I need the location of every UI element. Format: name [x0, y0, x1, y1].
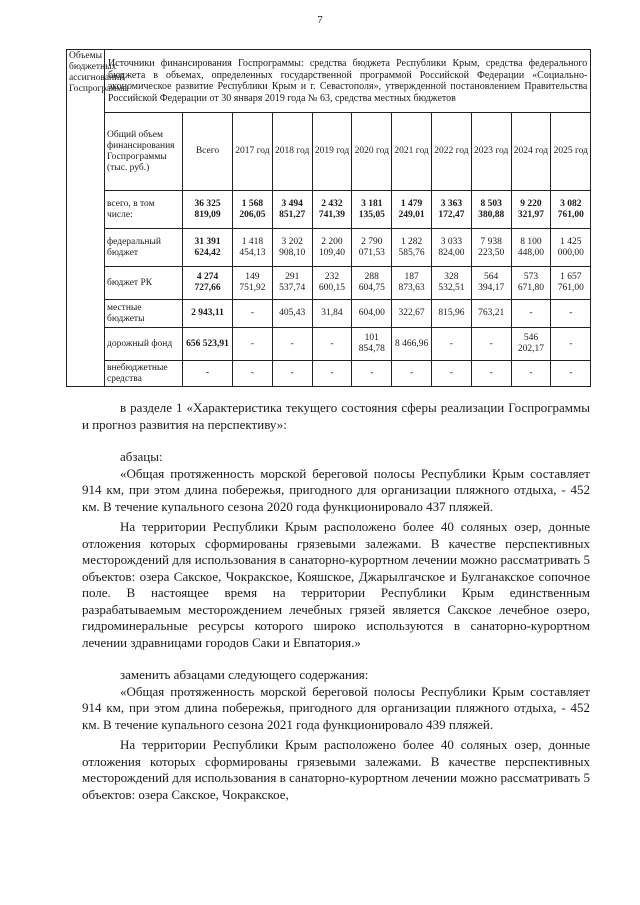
row-value: - — [352, 361, 392, 387]
row-value: 328 532,51 — [431, 267, 471, 300]
table-row — [67, 267, 591, 300]
row-value: - — [471, 328, 511, 361]
financing-table — [66, 49, 591, 387]
row-value: - — [272, 361, 312, 387]
row-value: 7 938 223,50 — [471, 229, 511, 267]
row-label: бюджет РК — [105, 267, 183, 300]
row-value: 149 751,92 — [233, 267, 273, 300]
row-total: 31 391 624,42 — [183, 229, 233, 267]
header-year: 2020 год — [352, 113, 392, 191]
row-value: - — [312, 361, 352, 387]
row-label: местные бюджеты — [105, 300, 183, 328]
table-row — [67, 300, 591, 328]
row-value: - — [551, 300, 591, 328]
row-label: федеральный бюджет — [105, 229, 183, 267]
table-side-label: Объемы бюджетных ассигнований Госпрограммы — [67, 50, 105, 387]
row-value: 1 425 000,00 — [551, 229, 591, 267]
row-value: - — [392, 361, 432, 387]
row-value: 3 082 761,00 — [551, 191, 591, 229]
row-value: 2 432 741,39 — [312, 191, 352, 229]
row-value: 546 202,17 — [511, 328, 551, 361]
row-value: 1 568 206,05 — [233, 191, 273, 229]
table-row — [67, 361, 591, 387]
row-value: 1 657 761,00 — [551, 267, 591, 300]
row-value: - — [471, 361, 511, 387]
row-value: - — [431, 361, 471, 387]
table-row — [67, 191, 591, 229]
row-value: - — [312, 328, 352, 361]
row-value: - — [551, 361, 591, 387]
financing-sources-text: Источники финансирования Госпрограммы: средства бюджета Республики Крым, средства федерального бюджета в объемах, определенных государственной программой Российской Федерации «Социально-экономическое развитие Республики Крым и г. Севастополя», утвержденной постановлением Правительства Российской Федерации от 30 января 2019 года № 63, средства местных бюджетов — [105, 50, 591, 113]
header-total-volume-label: Общий объем финансирования Госпрограммы (тыс. руб.) — [105, 113, 183, 191]
row-value: - — [551, 328, 591, 361]
row-total: - — [183, 361, 233, 387]
row-value: 288 604,75 — [352, 267, 392, 300]
row-value: 1 418 454,13 — [233, 229, 273, 267]
row-value: 3 181 135,05 — [352, 191, 392, 229]
row-value: 2 790 071,53 — [352, 229, 392, 267]
header-year: 2022 год — [431, 113, 471, 191]
table-row — [67, 229, 591, 267]
row-value: 322,67 — [392, 300, 432, 328]
row-label: всего, в том числе: — [105, 191, 183, 229]
paragraph-old-1: «Общая протяженность морской береговой полосы Республики Крым составляет 914 км, при этом длина побережья, пригодного для организации пляжного отдыха, - 452 км. В течение купального сезона 2020 года функционировало 437 пляжей. — [82, 465, 590, 514]
row-value: - — [272, 328, 312, 361]
row-total: 2 943,11 — [183, 300, 233, 328]
row-total: 4 274 727,66 — [183, 267, 233, 300]
row-value: 101 854,78 — [352, 328, 392, 361]
row-value: - — [233, 361, 273, 387]
document-body — [82, 400, 590, 803]
row-value: 232 600,15 — [312, 267, 352, 300]
row-value: 187 873,63 — [392, 267, 432, 300]
row-value: 2 200 109,40 — [312, 229, 352, 267]
row-value: - — [233, 300, 273, 328]
header-year: 2017 год — [233, 113, 273, 191]
row-value: 405,43 — [272, 300, 312, 328]
row-value: 815,96 — [431, 300, 471, 328]
row-value: 8 466,96 — [392, 328, 432, 361]
row-total: 36 325 819,09 — [183, 191, 233, 229]
row-value: 3 202 908,10 — [272, 229, 312, 267]
row-value: 3 363 172,47 — [431, 191, 471, 229]
row-value: 291 537,74 — [272, 267, 312, 300]
row-value: - — [431, 328, 471, 361]
row-value: 573 671,80 — [511, 267, 551, 300]
paragraph-new-1: «Общая протяженность морской береговой полосы Республики Крым составляет 914 км, при этом длина побережья, пригодного для организации пляжного отдыха, - 452 км. В течение купального сезона 2021 года функционировало 439 пляжей. — [82, 683, 590, 732]
paragraph-old-2: На территории Республики Крым расположено более 40 соляных озер, донные отложения которых сформированы грязевыми залежами. В качестве перспективных месторождений для использования в санаторно-курортном лечении можно рассматривать 5 объектов: озера Сакское, Чокракское, Кояшское, Джарылгачское и Булганакское сопочное поле. В настоящее время на территории Республики Крым единственным разрабатываемым месторождением лечебных грязей является Сакское лечебное озеро, гидроминеральные ресурсы которого широко используются в санаторно-курортном лечении здравницами городов Саки и Евпатория.» — [82, 519, 590, 650]
header-year: 2019 год — [312, 113, 352, 191]
row-value: 1 282 585,76 — [392, 229, 432, 267]
row-value: 31,84 — [312, 300, 352, 328]
paragraph-section-ref: в разделе 1 «Характеристика текущего состояния сферы реализации Госпрограммы и прогноз развития на перспективу»: — [82, 400, 590, 432]
row-value: 3 494 851,27 — [272, 191, 312, 229]
header-year: 2025 год — [551, 113, 591, 191]
row-value: - — [233, 328, 273, 361]
row-total: 656 523,91 — [183, 328, 233, 361]
paragraph-abzacy: абзацы: — [120, 449, 163, 464]
row-value: 9 220 321,97 — [511, 191, 551, 229]
header-total: Всего — [183, 113, 233, 191]
header-year: 2018 год — [272, 113, 312, 191]
row-value: - — [511, 361, 551, 387]
header-year: 2023 год — [471, 113, 511, 191]
row-value: 8 100 448,00 — [511, 229, 551, 267]
page-number: 7 — [317, 14, 323, 26]
paragraph-replace-with: заменить абзацами следующего содержания: — [120, 667, 369, 682]
row-value: 763,21 — [471, 300, 511, 328]
row-value: 8 503 380,88 — [471, 191, 511, 229]
row-value: 1 479 249,01 — [392, 191, 432, 229]
row-label: внебюджетные средства — [105, 361, 183, 387]
header-year: 2021 год — [392, 113, 432, 191]
row-value: - — [511, 300, 551, 328]
row-value: 604,00 — [352, 300, 392, 328]
row-label: дорожный фонд — [105, 328, 183, 361]
row-value: 3 033 824,00 — [431, 229, 471, 267]
row-value: 564 394,17 — [471, 267, 511, 300]
table-row — [67, 328, 591, 361]
header-year: 2024 год — [511, 113, 551, 191]
paragraph-new-2: На территории Республики Крым расположено более 40 соляных озер, донные отложения которых сформированы грязевыми залежами. В качестве перспективных месторождений для использования в санаторно-курортном лечении можно рассматривать 5 объектов: озера Сакское, Чокракское, — [82, 737, 590, 802]
